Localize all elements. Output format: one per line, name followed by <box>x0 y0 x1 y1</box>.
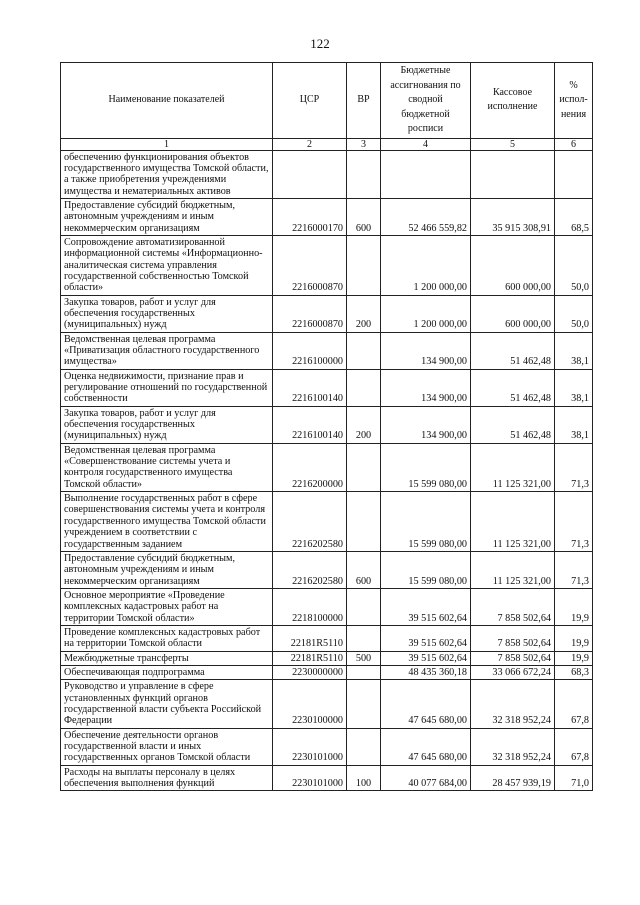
row-pct-cell: 68,3 <box>555 665 593 679</box>
row-cash-cell: 7 858 502,64 <box>471 625 555 651</box>
row-csr-cell: 2216200000 <box>273 443 347 491</box>
row-cash-cell: 51 462,48 <box>471 332 555 369</box>
row-csr-cell: 2216000870 <box>273 295 347 332</box>
row-csr-cell: 2216100000 <box>273 332 347 369</box>
table-row <box>61 665 593 679</box>
row-vr-cell: 100 <box>347 765 381 791</box>
row-vr-cell <box>347 443 381 491</box>
row-cash-cell: 600 000,00 <box>471 295 555 332</box>
row-pct-cell: 38,1 <box>555 369 593 406</box>
row-csr-cell: 2230000000 <box>273 665 347 679</box>
row-vr-cell <box>347 235 381 295</box>
table-header-row <box>61 63 593 139</box>
row-pct-cell <box>555 150 593 198</box>
row-pct-cell: 50,0 <box>555 295 593 332</box>
row-budget-cell: 15 599 080,00 <box>381 492 471 552</box>
row-pct-cell: 19,9 <box>555 588 593 625</box>
column-number: 6 <box>555 138 593 150</box>
table-row <box>61 369 593 406</box>
row-vr-cell <box>347 150 381 198</box>
table-row <box>61 150 593 198</box>
row-vr-cell <box>347 492 381 552</box>
budget-execution-table <box>60 62 593 791</box>
row-budget-cell: 47 645 680,00 <box>381 680 471 728</box>
row-csr-cell: 22181R5110 <box>273 625 347 651</box>
row-name-cell: Предоставление субсидий бюджетным, автономным учреждениям и иным некоммерческим организациям <box>61 198 273 235</box>
row-budget-cell: 39 515 602,64 <box>381 588 471 625</box>
row-name-cell: Обеспечение деятельности органов государственной власти и иных государственных органов Томской области <box>61 728 273 765</box>
table-row <box>61 198 593 235</box>
row-csr-cell: 2218100000 <box>273 588 347 625</box>
table-row <box>61 406 593 443</box>
header-budget: Бюджетные ассигнования по сводной бюджетной росписи <box>381 63 471 139</box>
row-vr-cell: 600 <box>347 551 381 588</box>
row-name-cell: Ведомственная целевая программа «Приватизация областного государственного имущества» <box>61 332 273 369</box>
row-pct-cell: 67,8 <box>555 680 593 728</box>
table-row <box>61 765 593 791</box>
row-csr-cell: 2216100140 <box>273 369 347 406</box>
table-row <box>61 295 593 332</box>
row-vr-cell: 200 <box>347 295 381 332</box>
row-pct-cell: 38,1 <box>555 406 593 443</box>
header-pct: % испол-нения <box>555 63 593 139</box>
row-budget-cell: 40 077 684,00 <box>381 765 471 791</box>
row-vr-cell <box>347 332 381 369</box>
row-budget-cell: 39 515 602,64 <box>381 651 471 665</box>
row-pct-cell: 71,3 <box>555 443 593 491</box>
row-budget-cell: 52 466 559,82 <box>381 198 471 235</box>
row-budget-cell: 39 515 602,64 <box>381 625 471 651</box>
column-number: 5 <box>471 138 555 150</box>
row-cash-cell: 600 000,00 <box>471 235 555 295</box>
row-cash-cell: 35 915 308,91 <box>471 198 555 235</box>
row-name-cell: Основное мероприятие «Проведение комплексных кадастровых работ на территории Томской области» <box>61 588 273 625</box>
column-number: 4 <box>381 138 471 150</box>
header-name: Наименование показателей <box>61 63 273 139</box>
row-cash-cell: 11 125 321,00 <box>471 443 555 491</box>
row-csr-cell: 2216100140 <box>273 406 347 443</box>
row-csr-cell: 2216000170 <box>273 198 347 235</box>
row-cash-cell: 32 318 952,24 <box>471 728 555 765</box>
row-cash-cell: 7 858 502,64 <box>471 651 555 665</box>
table-row <box>61 492 593 552</box>
row-vr-cell <box>347 588 381 625</box>
row-csr-cell <box>273 150 347 198</box>
row-pct-cell: 71,0 <box>555 765 593 791</box>
row-name-cell: Расходы на выплаты персоналу в целях обеспечения выполнения функций <box>61 765 273 791</box>
row-budget-cell: 1 200 000,00 <box>381 295 471 332</box>
row-name-cell: Оценка недвижимости, признание прав и регулирование отношений по государственной собственности <box>61 369 273 406</box>
header-vr: ВР <box>347 63 381 139</box>
row-name-cell: Руководство и управление в сфере установленных функций органов государственной власти субъекта Российской Федерации <box>61 680 273 728</box>
row-vr-cell <box>347 625 381 651</box>
row-name-cell: Закупка товаров, работ и услуг для обеспечения государственных (муниципальных) нужд <box>61 295 273 332</box>
row-budget-cell: 15 599 080,00 <box>381 551 471 588</box>
row-name-cell: Закупка товаров, работ и услуг для обеспечения государственных (муниципальных) нужд <box>61 406 273 443</box>
row-csr-cell: 2230101000 <box>273 765 347 791</box>
table-row <box>61 680 593 728</box>
row-vr-cell: 500 <box>347 651 381 665</box>
row-budget-cell <box>381 150 471 198</box>
row-pct-cell: 19,9 <box>555 625 593 651</box>
row-name-cell: Проведение комплексных кадастровых работ на территории Томской области <box>61 625 273 651</box>
row-cash-cell: 11 125 321,00 <box>471 492 555 552</box>
row-pct-cell: 50,0 <box>555 235 593 295</box>
header-csr: ЦСР <box>273 63 347 139</box>
row-csr-cell: 2230101000 <box>273 728 347 765</box>
header-cash: Кассовое исполнение <box>471 63 555 139</box>
row-pct-cell: 67,8 <box>555 728 593 765</box>
row-name-cell: Обеспечивающая подпрограмма <box>61 665 273 679</box>
row-csr-cell: 2216202580 <box>273 551 347 588</box>
row-name-cell: обеспечению функционирования объектов государственного имущества Томской области, а также приобретения учреждениями имущества и нематериальных активов <box>61 150 273 198</box>
row-pct-cell: 19,9 <box>555 651 593 665</box>
table-row <box>61 588 593 625</box>
row-budget-cell: 1 200 000,00 <box>381 235 471 295</box>
row-budget-cell: 47 645 680,00 <box>381 728 471 765</box>
row-vr-cell <box>347 665 381 679</box>
row-csr-cell: 2216202580 <box>273 492 347 552</box>
row-vr-cell <box>347 680 381 728</box>
row-csr-cell: 2230100000 <box>273 680 347 728</box>
row-pct-cell: 71,3 <box>555 551 593 588</box>
row-cash-cell: 7 858 502,64 <box>471 588 555 625</box>
page-number: 122 <box>310 36 330 51</box>
table-row <box>61 728 593 765</box>
row-vr-cell <box>347 728 381 765</box>
table-row <box>61 625 593 651</box>
row-budget-cell: 15 599 080,00 <box>381 443 471 491</box>
row-cash-cell: 28 457 939,19 <box>471 765 555 791</box>
row-csr-cell: 2216000870 <box>273 235 347 295</box>
row-budget-cell: 48 435 360,18 <box>381 665 471 679</box>
row-budget-cell: 134 900,00 <box>381 369 471 406</box>
row-name-cell: Предоставление субсидий бюджетным, автономным учреждениям и иным некоммерческим организациям <box>61 551 273 588</box>
row-name-cell: Межбюджетные трансферты <box>61 651 273 665</box>
row-vr-cell: 200 <box>347 406 381 443</box>
row-pct-cell: 71,3 <box>555 492 593 552</box>
column-number: 1 <box>61 138 273 150</box>
table-row <box>61 332 593 369</box>
row-budget-cell: 134 900,00 <box>381 406 471 443</box>
row-vr-cell <box>347 369 381 406</box>
row-cash-cell <box>471 150 555 198</box>
row-cash-cell: 11 125 321,00 <box>471 551 555 588</box>
column-numbering-row <box>61 138 593 150</box>
row-name-cell: Выполнение государственных работ в сфере совершенствования системы учета и контроля государственного имущества Томской области учреждением в соответствии с государственным заданием <box>61 492 273 552</box>
row-csr-cell: 22181R5110 <box>273 651 347 665</box>
column-number: 2 <box>273 138 347 150</box>
table-row <box>61 443 593 491</box>
row-budget-cell: 134 900,00 <box>381 332 471 369</box>
row-cash-cell: 32 318 952,24 <box>471 680 555 728</box>
row-name-cell: Ведомственная целевая программа «Совершенствование системы учета и контроля государственного имущества Томской области» <box>61 443 273 491</box>
row-pct-cell: 68,5 <box>555 198 593 235</box>
row-cash-cell: 33 066 672,24 <box>471 665 555 679</box>
row-pct-cell: 38,1 <box>555 332 593 369</box>
row-cash-cell: 51 462,48 <box>471 406 555 443</box>
column-number: 3 <box>347 138 381 150</box>
table-row <box>61 551 593 588</box>
row-vr-cell: 600 <box>347 198 381 235</box>
table-row <box>61 651 593 665</box>
row-cash-cell: 51 462,48 <box>471 369 555 406</box>
table-row <box>61 235 593 295</box>
row-name-cell: Сопровождение автоматизированной информационной системы «Информационно-аналитическая система управления государственной собственностью Томской области» <box>61 235 273 295</box>
